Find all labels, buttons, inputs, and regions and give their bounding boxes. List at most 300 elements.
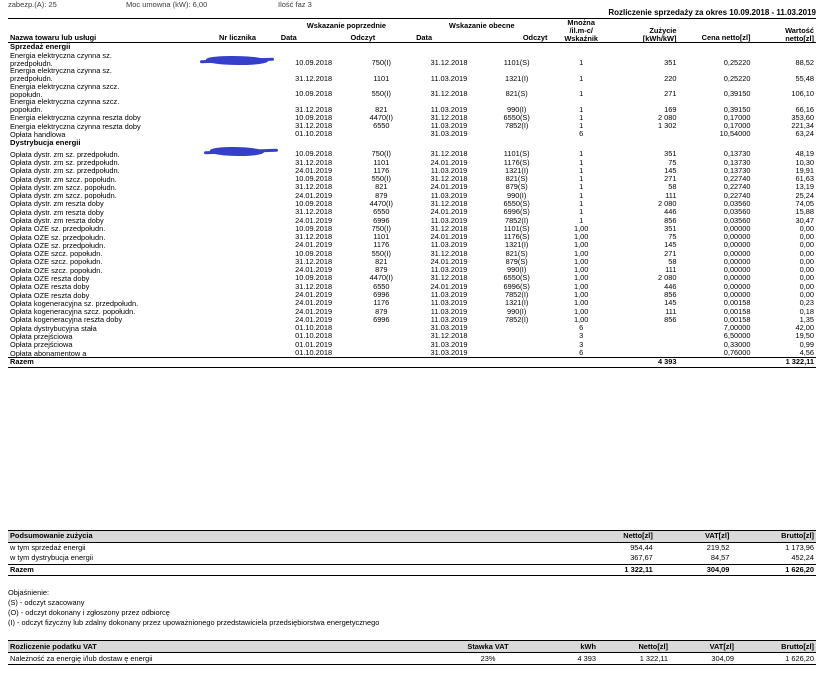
item-name-line: Opłata OZE szcz. popołudn. [10, 257, 103, 267]
item-name-line: Opłata OZE reszta doby [10, 290, 90, 300]
cell-net-value: 61,63 [795, 174, 814, 184]
cell-unit-price: 0,76000 [723, 348, 751, 358]
cell-current-reading [484, 130, 550, 138]
cell-current-date: 11.03.2019 [430, 215, 468, 225]
cell-meter-number [196, 167, 278, 175]
cell-net-value: 15,88 [795, 207, 814, 217]
cell-previous-reading: 750(I) [371, 223, 391, 233]
cell-current-reading: 6996(S) [503, 281, 530, 291]
cell-previous-reading: 1176 [373, 298, 390, 308]
cell-previous-date: 10.09.2018 [295, 58, 333, 68]
cell-previous-reading: 6996 [373, 215, 390, 225]
cell-unit-price: 0,22740 [723, 174, 751, 184]
cell-current-reading: 7852(I) [504, 290, 529, 300]
cell-multiplier: 3 [579, 339, 584, 349]
cell-previous-reading: 879 [375, 190, 388, 200]
cell-meter-number [196, 130, 278, 138]
cell-previous-date: 10.09.2018 [295, 174, 333, 184]
cell-current-date: 11.03.2019 [430, 240, 468, 250]
cell-previous-reading: 1101 [373, 157, 390, 167]
summary-row [8, 553, 816, 564]
cell-net-value: 88,52 [795, 58, 814, 68]
cell-usage: 111 [665, 265, 677, 275]
cell-usage: 271 [664, 89, 677, 99]
cell-previous-date: 24.01.2019 [295, 314, 333, 324]
cell-unit-price: 0,03560 [723, 207, 751, 217]
cell-net-value: 0,00 [799, 273, 814, 283]
cell-usage: 2 080 [657, 112, 677, 122]
cell-usage: 856 [664, 215, 677, 225]
cell-previous-reading: 879 [375, 306, 388, 316]
cell-net-value: 0,00 [799, 248, 814, 258]
cell-unit-price: 0,33000 [723, 339, 751, 349]
section-title: Sprzedaż energii [10, 42, 71, 52]
summary-row-vat: 84,57 [710, 553, 730, 563]
cell-previous-reading: 4470(I) [369, 198, 394, 208]
item-name-line: Opłata dystr. zm szcz. popołudn. [10, 174, 117, 184]
cell-previous-reading: 550(I) [371, 89, 391, 99]
cell-multiplier: 6 [579, 129, 584, 139]
cell-previous-reading: 750(I) [371, 58, 391, 68]
total-net-value: 1 322,11 [753, 358, 817, 367]
cell-item-name [8, 83, 196, 99]
cell-meter-number [196, 217, 278, 225]
item-name-line: Opłata przejściowa [10, 331, 73, 341]
table-row [8, 52, 816, 68]
cell-unit-price: 0,17000 [723, 112, 751, 122]
cell-multiplier: 1 [579, 182, 584, 192]
cell-unit-price: 6,50000 [723, 331, 751, 341]
cell-previous-date: 10.09.2018 [295, 89, 333, 99]
cell-net-value: 10,30 [795, 157, 814, 167]
cell-meter-number [196, 98, 278, 114]
col-header-multiplier: Mnożna /il.m-c/ Wskaźnik [564, 18, 599, 43]
total-label: Razem [8, 358, 196, 367]
cell-current-reading: 1321(I) [504, 240, 529, 250]
cell-meter-number [196, 250, 278, 258]
item-name-line: Opłata dystr. zm sz. przedpołudn. [10, 158, 120, 168]
settlement-table-body [8, 43, 816, 367]
cell-multiplier: 1 [579, 198, 584, 208]
cell-current-date: 31.03.2019 [430, 323, 468, 333]
summary-row [8, 542, 816, 553]
cell-net-value: 19,50 [795, 331, 814, 341]
cell-unit-price: 0,25220 [723, 58, 751, 68]
redacted-meter-number [196, 147, 278, 158]
cell-meter-number [196, 266, 278, 274]
cell-current-reading: 1101(S) [503, 149, 530, 159]
cell-net-value: 0,23 [799, 298, 814, 308]
cell-usage: 351 [664, 149, 677, 159]
vat-row-kwh: 4 393 [528, 653, 598, 665]
item-name-line: Opłata dystr. zm reszta doby [10, 216, 104, 226]
cell-previous-date: 24.01.2019 [295, 298, 333, 308]
cell-usage: 351 [664, 223, 677, 233]
cell-current-date: 31.12.2018 [430, 248, 468, 258]
cell-unit-price: 0,17000 [723, 121, 751, 131]
total-spacer [349, 358, 415, 367]
cell-unit-price: 0,39150 [723, 89, 751, 99]
col-header-prev-date: Data [280, 33, 297, 43]
cell-current-reading [484, 324, 550, 332]
cell-item-name [8, 316, 196, 324]
total-spacer [484, 358, 550, 367]
cell-usage: 58 [668, 182, 677, 192]
vat-row-net: 1 322,11 [598, 653, 670, 665]
vat-header-vat: VAT[zl] [670, 641, 736, 653]
cell-previous-date: 10.09.2018 [295, 223, 333, 233]
cell-multiplier: 3 [579, 331, 584, 341]
item-name-line: Energia elektryczna czynna sz. [10, 66, 112, 76]
cell-previous-reading: 1176 [373, 165, 390, 175]
cell-previous-reading [349, 324, 415, 332]
cell-current-reading: 7852(I) [504, 314, 529, 324]
redacted-meter-number [196, 52, 278, 68]
table-row [8, 98, 816, 114]
cell-current-date: 11.03.2019 [430, 73, 468, 83]
cell-item-name [8, 147, 196, 158]
cell-multiplier: 1 [579, 157, 584, 167]
cell-multiplier: 1 [579, 73, 584, 83]
cell-usage [613, 324, 679, 332]
table-row [8, 175, 816, 183]
cell-current-date: 11.03.2019 [430, 190, 468, 200]
col-header-name: Nazwa towaru lub usługi [10, 33, 97, 43]
cell-meter-number [196, 183, 278, 191]
cell-current-reading: 1321(I) [504, 298, 529, 308]
item-name-line: Opłata przejściowa [10, 340, 73, 350]
cell-net-value: 0,18 [799, 306, 814, 316]
cell-previous-reading: 6996 [373, 314, 390, 324]
cell-previous-reading [349, 349, 415, 358]
summary-total-gross: 1 626,20 [731, 564, 816, 576]
item-name-line: Opłata OZE sz. przedpołudn. [10, 240, 106, 250]
cell-net-value: 353,60 [791, 112, 814, 122]
section-header-row [8, 139, 816, 148]
table-row [8, 67, 816, 83]
cell-current-date: 24.01.2019 [430, 281, 468, 291]
cell-multiplier: 1 [579, 165, 584, 175]
cell-current-date: 11.03.2019 [430, 265, 468, 275]
col-header-usage: Zużycie [kWh/kW] [642, 25, 677, 43]
cell-usage: 271 [664, 248, 677, 258]
summary-row-net: 367,67 [630, 553, 653, 563]
cell-usage [613, 332, 679, 340]
cell-net-value: 55,48 [795, 73, 814, 83]
cell-unit-price: 0,13730 [723, 165, 751, 175]
total-spacer [196, 358, 278, 367]
cell-previous-date: 31.12.2018 [295, 182, 333, 192]
cell-usage: 1 302 [657, 121, 677, 131]
cell-current-date: 31.03.2019 [430, 348, 468, 358]
summary-total-row [8, 564, 816, 576]
cell-current-reading: 1176(S) [503, 157, 530, 167]
table-row [8, 225, 816, 233]
table-row [8, 241, 816, 249]
phase-count: Ilość faz 3 [278, 0, 312, 9]
cell-current-date: 31.12.2018 [430, 58, 468, 68]
cell-current-reading: 1101(S) [503, 58, 530, 68]
cell-previous-date: 31.12.2018 [295, 73, 333, 83]
cell-previous-date: 24.01.2019 [295, 306, 333, 316]
cell-unit-price: 0,00000 [723, 256, 751, 266]
vat-row [8, 653, 816, 665]
cell-usage: 75 [668, 157, 677, 167]
cell-net-value: 1,35 [799, 314, 814, 324]
cell-current-reading [484, 332, 550, 340]
cell-current-date: 11.03.2019 [430, 314, 468, 324]
summary-header-label: Podsumowanie zużycia [8, 531, 572, 543]
col-header-meter: Nr licznika [219, 33, 256, 43]
summary-row-gross: 452,24 [791, 553, 814, 563]
cell-item-name [8, 167, 196, 175]
cell-net-value: 0,00 [799, 265, 814, 275]
cell-item-name [8, 349, 196, 358]
cell-current-date: 31.12.2018 [430, 223, 468, 233]
cell-previous-date: 10.09.2018 [295, 149, 333, 159]
cell-meter-number [196, 114, 278, 122]
cell-current-date: 24.01.2019 [430, 157, 468, 167]
cell-previous-reading: 750(I) [371, 149, 391, 159]
cell-current-date: 11.03.2019 [430, 290, 468, 300]
col-header-curr-read: Odczyt [522, 33, 548, 43]
cell-multiplier: 1 [579, 215, 584, 225]
item-name-line: Opłata OZE reszta doby [10, 282, 90, 292]
cell-item-name [8, 67, 196, 83]
cell-current-date: 11.03.2019 [430, 121, 468, 131]
vat-table-body [8, 653, 816, 665]
cell-previous-date: 31.12.2018 [295, 281, 333, 291]
cell-unit-price: 0,13730 [723, 149, 751, 159]
cell-current-reading: 821(S) [505, 248, 528, 258]
cell-previous-date: 24.01.2019 [295, 290, 333, 300]
cell-previous-reading [349, 130, 415, 138]
summary-row-net: 954,44 [630, 542, 653, 552]
cell-meter-number [196, 122, 278, 130]
cell-previous-date: 24.01.2019 [295, 165, 333, 175]
table-row [8, 147, 816, 158]
cell-net-value: 30,47 [795, 215, 814, 225]
cell-usage: 111 [665, 190, 677, 200]
cell-multiplier: 1 [579, 112, 584, 122]
vat-row-rate: 23% [448, 653, 528, 665]
summary-row-gross: 1 173,96 [785, 542, 814, 552]
cell-current-reading: 6996(S) [503, 207, 530, 217]
cell-previous-date: 24.01.2019 [295, 190, 333, 200]
cell-unit-price: 0,00000 [723, 240, 751, 250]
cell-previous-date: 31.12.2018 [295, 256, 333, 266]
cell-net-value: 221,34 [791, 121, 814, 131]
col-header-prev-read: Odczyt [350, 33, 376, 43]
item-name-line: Opłata dystr. zm sz. przedpołudn. [10, 149, 120, 159]
cell-multiplier: 1,00 [573, 281, 589, 291]
item-name-line: Opłata OZE reszta doby [10, 274, 90, 283]
cell-previous-date: 24.01.2019 [295, 215, 333, 225]
table-row [8, 258, 816, 266]
item-name-line: Opłata dystr. zm reszta doby [10, 199, 104, 209]
cell-current-reading: 1176(S) [503, 232, 530, 242]
summary-row-vat: 219,52 [706, 542, 730, 552]
cell-meter-number [196, 291, 278, 299]
cell-previous-date: 31.12.2018 [295, 157, 333, 167]
cell-previous-reading: 821 [375, 182, 388, 192]
cell-net-value: 4,56 [799, 348, 814, 358]
total-price-spacer [678, 358, 752, 367]
cell-current-date: 24.01.2019 [430, 207, 468, 217]
cell-previous-date: 01.10.2018 [295, 129, 333, 139]
cell-unit-price: 0,00000 [723, 232, 751, 242]
cell-multiplier: 1,00 [573, 290, 589, 300]
cell-current-reading: 6550(S) [503, 112, 530, 122]
cell-unit-price: 0,03560 [723, 198, 751, 208]
summary-total-label: Razem [8, 564, 572, 576]
cell-meter-number [196, 316, 278, 324]
cell-current-reading: 879(S) [505, 256, 528, 266]
cell-unit-price: 0,13730 [723, 157, 751, 167]
legend-notes [8, 588, 816, 628]
item-name-line: Opłata kogeneracyjna reszta doby [10, 315, 123, 325]
vat-row-vat: 304,09 [670, 653, 736, 665]
item-name-line: Opłata abonamentow a [10, 348, 87, 358]
cell-current-reading: 990(I) [507, 265, 527, 275]
cell-multiplier: 1,00 [573, 265, 589, 275]
cell-net-value: 0,00 [799, 281, 814, 291]
cell-current-date: 31.03.2019 [430, 339, 468, 349]
cell-previous-reading: 1101 [373, 232, 390, 242]
cell-meter-number [196, 258, 278, 266]
cell-net-value: 74,05 [795, 198, 814, 208]
cell-meter-number [196, 192, 278, 200]
cell-previous-reading: 821 [375, 104, 388, 114]
cell-multiplier: 1 [579, 174, 584, 184]
cell-item-name [8, 52, 196, 68]
cell-unit-price: 10,54000 [719, 129, 751, 139]
contracted-power: Moc umowna (kW): 6,00 [126, 0, 208, 9]
cell-net-value: 13,19 [795, 182, 814, 192]
summary-total-vat: 304,09 [655, 564, 732, 576]
cell-previous-date: 31.12.2018 [295, 121, 333, 131]
cell-item-name [8, 114, 196, 122]
fuse-rating: zabezp.(A): 25 [8, 0, 57, 9]
cell-net-value: 0,00 [799, 290, 814, 300]
cell-usage [613, 341, 679, 349]
cell-multiplier: 1 [579, 104, 584, 114]
cell-previous-reading: 6550 [373, 121, 390, 131]
cell-previous-reading: 6996 [373, 290, 390, 300]
item-name-line: popołudn. [10, 105, 43, 115]
item-name-line: przedpołudn. [10, 58, 53, 68]
vat-header-net: Netto[zl] [598, 641, 670, 653]
cell-multiplier: 1 [579, 89, 584, 99]
item-name-line: Energia elektryczna czynna reszta doby [10, 121, 141, 131]
cell-meter-number [196, 241, 278, 249]
total-spacer [279, 358, 349, 367]
cell-previous-reading: 6550 [373, 281, 390, 291]
cell-previous-reading: 4470(I) [369, 273, 394, 283]
cell-current-date: 24.01.2019 [430, 182, 468, 192]
table-row [8, 122, 816, 130]
cell-current-reading: 6550(S) [503, 198, 530, 208]
section-header-row [8, 43, 816, 52]
cell-meter-number [196, 341, 278, 349]
cell-usage: 856 [664, 314, 677, 324]
cell-unit-price: 0,00000 [723, 248, 751, 258]
cell-current-reading: 7852(I) [504, 121, 529, 131]
cell-usage: 145 [664, 165, 677, 175]
cell-net-value: 0,00 [799, 256, 814, 266]
cell-item-name [8, 225, 196, 233]
cell-unit-price: 0,00000 [723, 290, 751, 300]
cell-multiplier: 6 [579, 323, 584, 333]
cell-net-value: 0,00 [799, 232, 814, 242]
cell-usage: 220 [664, 73, 677, 83]
item-name-line: przedpołudn. [10, 74, 53, 84]
cell-current-reading: 7852(I) [504, 215, 529, 225]
cell-current-date: 11.03.2019 [430, 306, 468, 316]
section-title: Dystrybucja energii [10, 137, 81, 147]
cell-multiplier: 1 [579, 58, 584, 68]
table-row [8, 324, 816, 332]
cell-multiplier: 1,00 [573, 273, 589, 283]
cell-current-date: 31.12.2018 [430, 331, 468, 341]
vat-header-gross: Brutto[zl] [736, 641, 816, 653]
table-row [8, 233, 816, 241]
cell-meter-number [196, 208, 278, 216]
item-name-line: Opłata dystrybucyjna stała [10, 323, 97, 333]
cell-previous-date: 01.10.2018 [295, 331, 333, 341]
cell-unit-price: 0,00000 [723, 223, 751, 233]
cell-previous-date: 10.09.2018 [295, 112, 333, 122]
cell-multiplier: 6 [579, 348, 584, 358]
vat-header-row [8, 641, 816, 653]
table-row [8, 192, 816, 200]
cell-current-date: 31.12.2018 [430, 198, 468, 208]
cell-usage: 75 [668, 232, 677, 242]
cell-previous-date: 24.01.2019 [295, 240, 333, 250]
cell-unit-price: 0,00158 [723, 314, 751, 324]
cell-usage: 271 [664, 174, 677, 184]
cell-current-date: 11.03.2019 [430, 165, 468, 175]
cell-usage: 2 080 [657, 273, 677, 283]
col-header-curr-date: Data [416, 33, 433, 43]
cell-current-reading: 990(I) [507, 104, 527, 114]
item-name-line: Opłata OZE sz. przedpołudn. [10, 232, 106, 242]
cell-usage: 58 [668, 256, 677, 266]
cell-meter-number [196, 225, 278, 233]
cell-multiplier: 1,00 [573, 248, 589, 258]
redaction-scribble [210, 147, 264, 156]
col-header-price: Cena netto[zl] [701, 33, 751, 43]
redaction-scribble [206, 56, 268, 65]
table-row [8, 332, 816, 340]
item-name-line: Energia elektryczna czynna szcz. [10, 97, 120, 107]
summary-total-net: 1 322,11 [572, 564, 655, 576]
cell-meter-number [196, 299, 278, 307]
cell-current-reading: 821(S) [505, 89, 528, 99]
table-row [8, 183, 816, 191]
summary-row-label: w tym dystrybucja energii [10, 553, 93, 563]
cell-net-value: 25,24 [795, 190, 814, 200]
cell-net-value: 63,24 [795, 129, 814, 139]
vat-header-label: Rozliczenie podatku VAT [8, 641, 448, 653]
item-name-line: Opłata kogeneracyjna sz. przedpołudn. [10, 298, 139, 308]
cell-previous-date: 01.01.2019 [295, 339, 333, 349]
table-row [8, 130, 816, 138]
cell-previous-reading: 1176 [373, 240, 390, 250]
table-row [8, 266, 816, 274]
cell-multiplier: 1 [579, 207, 584, 217]
cell-meter-number [196, 175, 278, 183]
